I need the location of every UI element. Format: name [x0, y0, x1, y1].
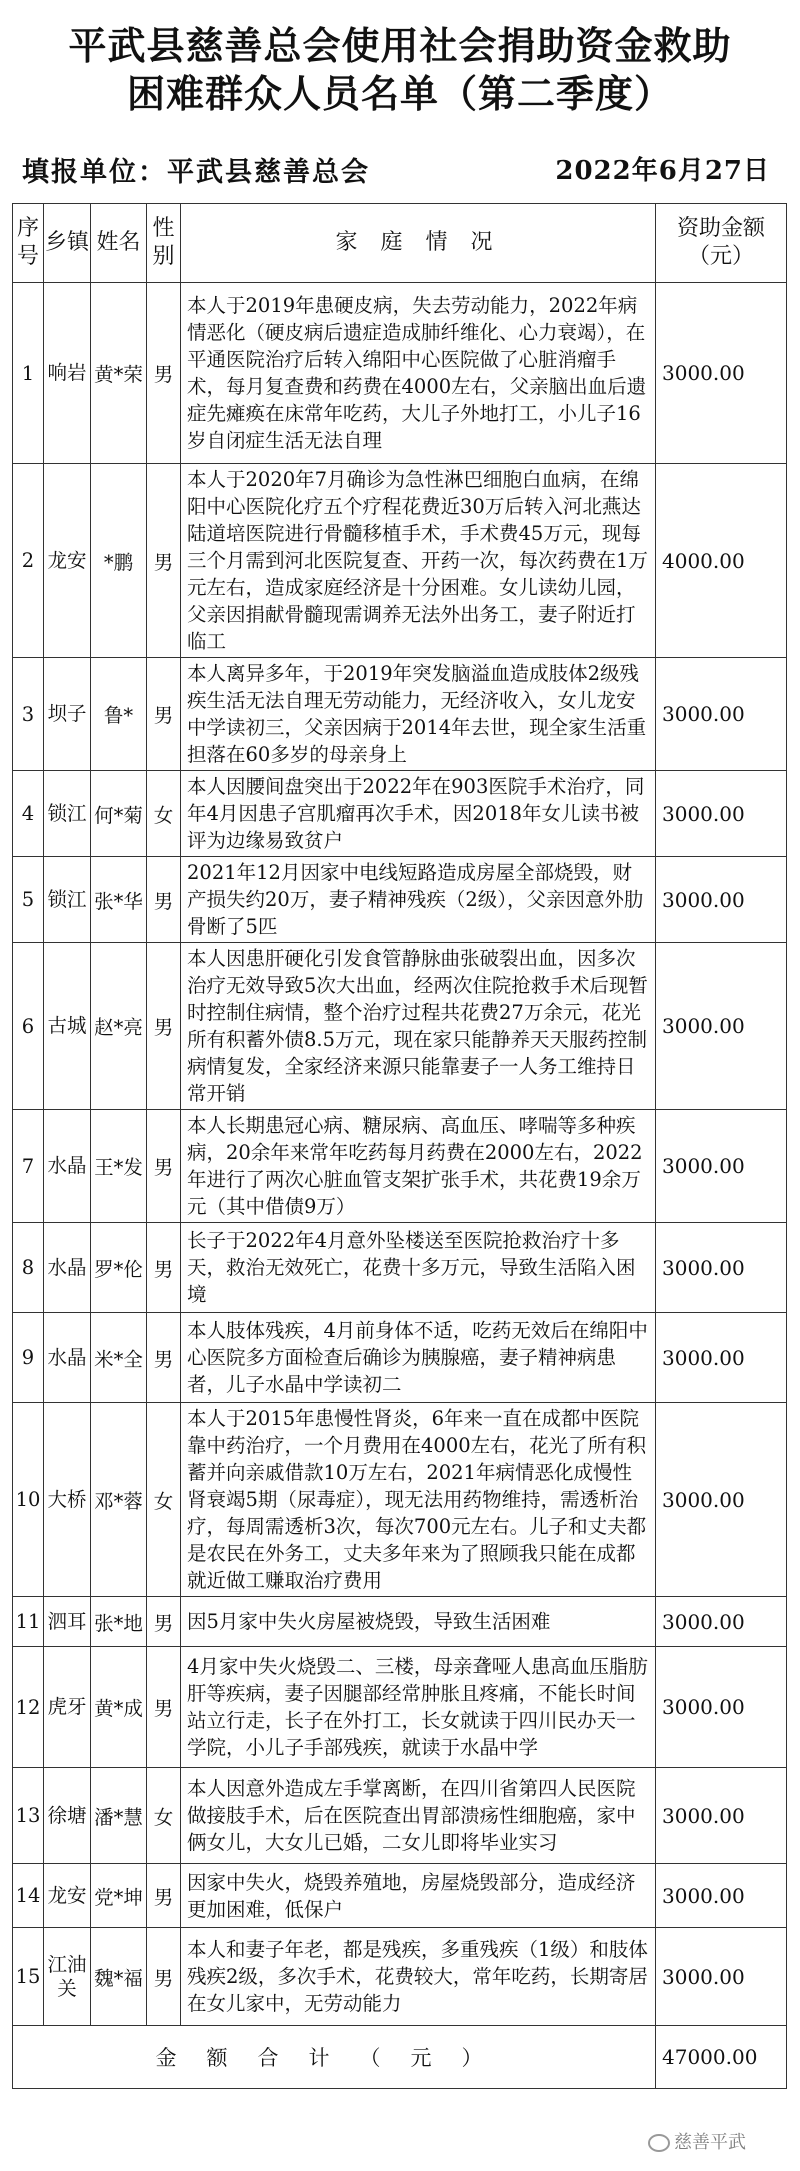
row-name: 米*全 [91, 1313, 147, 1403]
row-family-situation: 本人长期患冠心病、糖尿病、高血压、哮喘等多种疾病，20余年来常年吃药每月药费在2000左右，2022年进行了两次心脏血管支架扩张手术，共花费19余万元（其中借债9万） [181, 1110, 656, 1223]
row-number: 10 [13, 1403, 44, 1597]
table-row [13, 1647, 787, 1768]
table-row [13, 1597, 787, 1647]
row-amount: 3000.00 [656, 283, 787, 464]
table-header-row [13, 204, 787, 283]
row-name: *鹏 [91, 464, 147, 658]
row-sex: 女 [147, 1403, 181, 1597]
row-amount: 3000.00 [656, 1223, 787, 1313]
header-name: 姓名 [91, 204, 147, 283]
table-row [13, 1403, 787, 1597]
row-family-situation: 本人于2015年患慢性肾炎，6年来一直在成都中医院靠中药治疗，一个月费用在4000左右，花光了所有积蓄并向亲戚借款10万左右，2021年病情恶化成慢性肾衰竭5期（尿毒症），现无法用药物维持，需透析治疗，每周需透析3次，每次700元左右。儿子和丈夫都是农民在外务工，丈夫多年来为了照顾我只能在成都就近做工赚取治疗费用 [181, 1403, 656, 1597]
row-town: 水晶 [44, 1223, 91, 1313]
row-amount: 3000.00 [656, 1928, 787, 2026]
row-amount: 3000.00 [656, 1768, 787, 1864]
row-name: 罗*伦 [91, 1223, 147, 1313]
row-number: 3 [13, 658, 44, 771]
table-row [13, 857, 787, 943]
row-town: 锁江 [44, 857, 91, 943]
row-family-situation: 本人和妻子年老，都是残疾，多重残疾（1级）和肢体残疾2级，多次手术，花费较大，常年吃药，长期寄居在女儿家中，无劳动能力 [181, 1928, 656, 2026]
row-number: 9 [13, 1313, 44, 1403]
total-row [13, 2026, 787, 2089]
row-sex: 男 [147, 1864, 181, 1928]
row-family-situation: 长子于2022年4月意外坠楼送至医院抢救治疗十多天，救治无效死亡，花费十多万元，导致生活陷入困境 [181, 1223, 656, 1313]
row-amount: 3000.00 [656, 1110, 787, 1223]
row-sex: 男 [147, 283, 181, 464]
row-name: 何*菊 [91, 771, 147, 857]
row-amount: 3000.00 [656, 1597, 787, 1647]
row-family-situation: 本人因意外造成左手掌离断，在四川省第四人民医院做接肢手术，后在医院查出胃部溃疡性细胞癌，家中俩女儿，大女儿已婚，二女儿即将毕业实习 [181, 1768, 656, 1864]
row-sex: 男 [147, 658, 181, 771]
header-no: 序号 [13, 204, 44, 283]
row-family-situation: 本人于2020年7月确诊为急性淋巴细胞白血病，在绵阳中心医院化疗五个疗程花费近30万后转入河北燕达陆道培医院进行骨髓移植手术，手术费45万元，现每三个月需到河北医院复查、开药一次，每次药费在1万元左右，造成家庭经济是十分困难。女儿读幼儿园，父亲因捐献骨髓现需调养无法外出务工，妻子附近打临工 [181, 464, 656, 658]
table-row [13, 1313, 787, 1403]
total-label: 金额合计（元） [13, 2026, 656, 2089]
row-name: 党*坤 [91, 1864, 147, 1928]
row-number: 14 [13, 1864, 44, 1928]
row-name: 王*发 [91, 1110, 147, 1223]
row-town: 泗耳 [44, 1597, 91, 1647]
recipient-table [12, 203, 787, 2089]
row-sex: 男 [147, 1313, 181, 1403]
row-amount: 3000.00 [656, 658, 787, 771]
row-family-situation: 本人于2019年患硬皮病，失去劳动能力，2022年病情恶化（硬皮病后遗症造成肺纤维化、心力衰竭），在平通医院治疗后转入绵阳中心医院做了心脏消瘤手术，每月复查费和药费在4000左右，父亲脑出血后遗症先瘫痪在床常年吃药，大儿子外地打工，小儿子16岁自闭症生活无法自理 [181, 283, 656, 464]
row-amount: 3000.00 [656, 1864, 787, 1928]
total-amount: 47000.00 [656, 2026, 787, 2089]
row-amount: 4000.00 [656, 464, 787, 658]
row-number: 11 [13, 1597, 44, 1647]
table-row [13, 1223, 787, 1313]
row-family-situation: 4月家中失火烧毁二、三楼，母亲聋哑人患高血压脂肪肝等疾病，妻子因腿部经常肿胀且疼痛，不能长时间站立行走，长子在外打工，长女就读于四川民办天一学院，小儿子手部残疾，就读于水晶中学 [181, 1647, 656, 1768]
row-number: 13 [13, 1768, 44, 1864]
row-family-situation: 本人肢体残疾，4月前身体不适，吃药无效后在绵阳中心医院多方面检查后确诊为胰腺癌，妻子精神病患者，儿子水晶中学读初二 [181, 1313, 656, 1403]
table-row [13, 658, 787, 771]
row-name: 张*华 [91, 857, 147, 943]
title-line-1: 平武县慈善总会使用社会捐助资金救助 [68, 24, 732, 68]
row-town: 大桥 [44, 1403, 91, 1597]
report-unit: 填报单位：平武县慈善总会 [22, 157, 370, 188]
row-family-situation: 因5月家中失火房屋被烧毁，导致生活困难 [181, 1597, 656, 1647]
document-title [0, 22, 800, 118]
row-amount: 3000.00 [656, 771, 787, 857]
row-amount: 3000.00 [656, 943, 787, 1110]
header-town: 乡镇 [44, 204, 91, 283]
row-sex: 男 [147, 1928, 181, 2026]
row-name: 黄*荣 [91, 283, 147, 464]
report-date: 2022年6月27日 [555, 156, 770, 186]
row-name: 赵*亮 [91, 943, 147, 1110]
wechat-icon [648, 2134, 670, 2152]
row-town: 虎牙 [44, 1647, 91, 1768]
row-amount: 3000.00 [656, 1313, 787, 1403]
watermark-text: 慈善平武 [674, 2132, 746, 2153]
watermark [648, 2128, 746, 2154]
table-row [13, 943, 787, 1110]
row-sex: 男 [147, 943, 181, 1110]
row-sex: 男 [147, 464, 181, 658]
header-sex: 性别 [147, 204, 181, 283]
row-town: 徐塘 [44, 1768, 91, 1864]
row-amount: 3000.00 [656, 1647, 787, 1768]
row-number: 6 [13, 943, 44, 1110]
row-family-situation: 因家中失火，烧毁养殖地，房屋烧毁部分，造成经济更加困难，低保户 [181, 1864, 656, 1928]
row-number: 12 [13, 1647, 44, 1768]
table-row [13, 464, 787, 658]
row-name: 黄*成 [91, 1647, 147, 1768]
table-row [13, 283, 787, 464]
row-family-situation: 本人因患肝硬化引发食管静脉曲张破裂出血，因多次治疗无效导致5次大出血，经两次住院抢救手术后现暂时控制住病情，整个治疗过程共花费27万余元，花光所有积蓄外债8.5万元，现在家只能静养天天服药控制病情复发，全家经济来源只能靠妻子一人务工维持日常开销 [181, 943, 656, 1110]
row-family-situation: 本人离异多年，于2019年突发脑溢血造成肢体2级残疾生活无法自理无劳动能力，无经济收入，女儿龙安中学读初三，父亲因病于2014年去世，现全家生活重担落在60多岁的母亲身上 [181, 658, 656, 771]
row-family-situation: 2021年12月因家中电线短路造成房屋全部烧毁，财产损失约20万，妻子精神残疾（2级），父亲因意外肋骨断了5匹 [181, 857, 656, 943]
row-name: 潘*慧 [91, 1768, 147, 1864]
row-amount: 3000.00 [656, 857, 787, 943]
row-town: 古城 [44, 943, 91, 1110]
row-name: 鲁* [91, 658, 147, 771]
row-sex: 男 [147, 1223, 181, 1313]
row-sex: 女 [147, 1768, 181, 1864]
row-sex: 男 [147, 1110, 181, 1223]
row-town: 江油关 [44, 1928, 91, 2026]
row-number: 1 [13, 283, 44, 464]
header-amount: 资助金额（元） [656, 204, 787, 283]
row-sex: 男 [147, 1647, 181, 1768]
row-town: 水晶 [44, 1110, 91, 1223]
row-amount: 3000.00 [656, 1403, 787, 1597]
row-number: 5 [13, 857, 44, 943]
row-number: 8 [13, 1223, 44, 1313]
table-row [13, 1110, 787, 1223]
row-town: 龙安 [44, 1864, 91, 1928]
table-row [13, 1768, 787, 1864]
row-sex: 男 [147, 1597, 181, 1647]
header-family: 家 庭 情 况 [181, 204, 656, 283]
row-sex: 女 [147, 771, 181, 857]
row-family-situation: 本人因腰间盘突出于2022年在903医院手术治疗，同年4月因患子宫肌瘤再次手术，因2018年女儿读书被评为边缘易致贫户 [181, 771, 656, 857]
row-name: 邓*蓉 [91, 1403, 147, 1597]
row-town: 坝子 [44, 658, 91, 771]
row-number: 4 [13, 771, 44, 857]
table-row [13, 1864, 787, 1928]
row-town: 龙安 [44, 464, 91, 658]
row-number: 2 [13, 464, 44, 658]
title-line-2: 困难群众人员名单（第二季度） [126, 72, 673, 116]
row-number: 15 [13, 1928, 44, 2026]
row-number: 7 [13, 1110, 44, 1223]
row-town: 锁江 [44, 771, 91, 857]
row-sex: 男 [147, 857, 181, 943]
row-name: 张*地 [91, 1597, 147, 1647]
row-town: 水晶 [44, 1313, 91, 1403]
row-name: 魏*福 [91, 1928, 147, 2026]
table-row [13, 1928, 787, 2026]
table-row [13, 771, 787, 857]
row-town: 响岩 [44, 283, 91, 464]
